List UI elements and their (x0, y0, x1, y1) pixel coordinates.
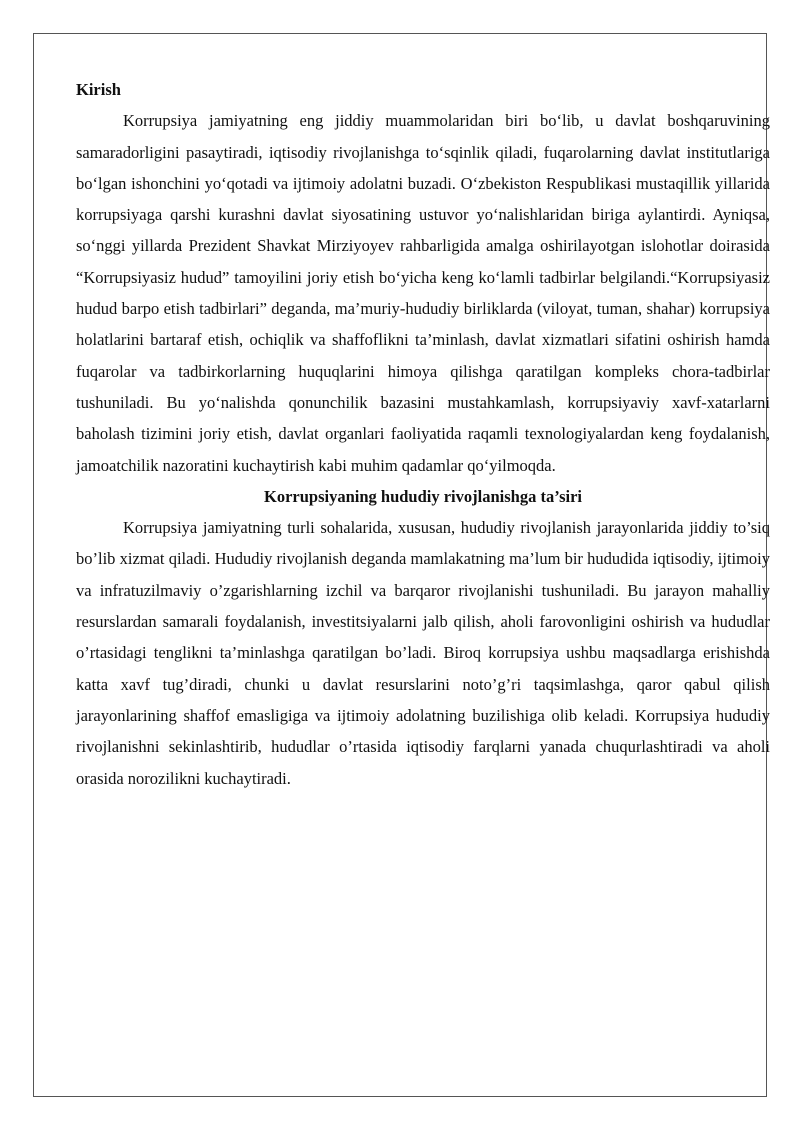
intro-paragraph: Korrupsiya jamiyatning eng jiddiy muammolaridan biri bo‘lib, u davlat boshqaruvining samaradorligini pasaytiradi, iqtisodiy rivojlanishga to‘sqinlik qiladi, fuqarolarning davlat institutlariga bo‘lgan ishonchini yo‘qotadi va ijtimoiy adolatni buzadi. O‘zbekiston Respublikasi mustaqillik yillarida korrupsiyaga qarshi kurashni davlat siyosatining ustuvor yo‘nalishlaridan biriga aylantirdi. Ayniqsa, so‘nggi yillarda Prezident Shavkat Mirziyoyev rahbarligida amalga oshirilayotgan islohotlar doirasida “Korrupsiyasiz hudud” tamoyilini joriy etish bo‘yicha keng ko‘lamli tadbirlar belgilandi.“Korrupsiyasiz hudud barpo etish tadbirlari” deganda, ma’muriy-hududiy birliklarda (viloyat, tuman, shahar) korrupsiya holatlarini bartaraf etish, ochiqlik va shaffoflikni ta’minlash, davlat xizmatlari sifatini oshirish hamda fuqarolar va tadbirkorlarning huquqlarini himoya qilishga qaratilgan kompleks chora-tadbirlar tushuniladi. Bu yo‘nalishda qonunchilik bazasini mustahkamlash, korrupsiyaviy xavf-xatarlarni baholash tizimini joriy etish, davlat organlari faoliyatida raqamli texnologiyalardan keng foydalanish, jamoatchilik nazoratini kuchaytirish kabi muhim qadamlar qo‘yilmoqda. (76, 111, 770, 475)
body-paragraph: Korrupsiya jamiyatning turli sohalarida, xususan, hududiy rivojlanish jarayonlarida jiddiy to’siq bo’lib xizmat qiladi. Hududiy rivojlanish deganda mamlakatning ma’lum bir hududida iqtisodiy, ijtimoiy va infratuzilmaviy o’zgarishlarning izchil va barqaror rivojlanishi tushuniladi. Bu jarayon mahalliy resurslardan samarali foydalanish, investitsiyalarni jalb qilish, aholi farovonligini oshirish va hududlar o’rtasidagi tenglikni ta’minlashga qaratilgan bo’ladi. Biroq korrupsiya ushbu maqsadlarga erishishda katta xavf tug’diradi, chunki u davlat resurslarini noto’g’ri taqsimlashga, qaror qabul qilish jarayonlarining shaffof emasligiga va ijtimoiy adolatning buzilishiga olib keladi. Korrupsiya hududiy rivojlanishni sekinlashtirib, hududlar o’rtasida iqtisodiy farqlarni yanada chuqurlashtiradi va aholi orasida norozilikni kuchaytiradi. (76, 518, 770, 788)
document-body (76, 74, 770, 794)
section-subheading: Korrupsiyaning hududiy rivojlanishga ta’siri (263, 486, 582, 506)
section-heading: Kirish (76, 80, 121, 99)
